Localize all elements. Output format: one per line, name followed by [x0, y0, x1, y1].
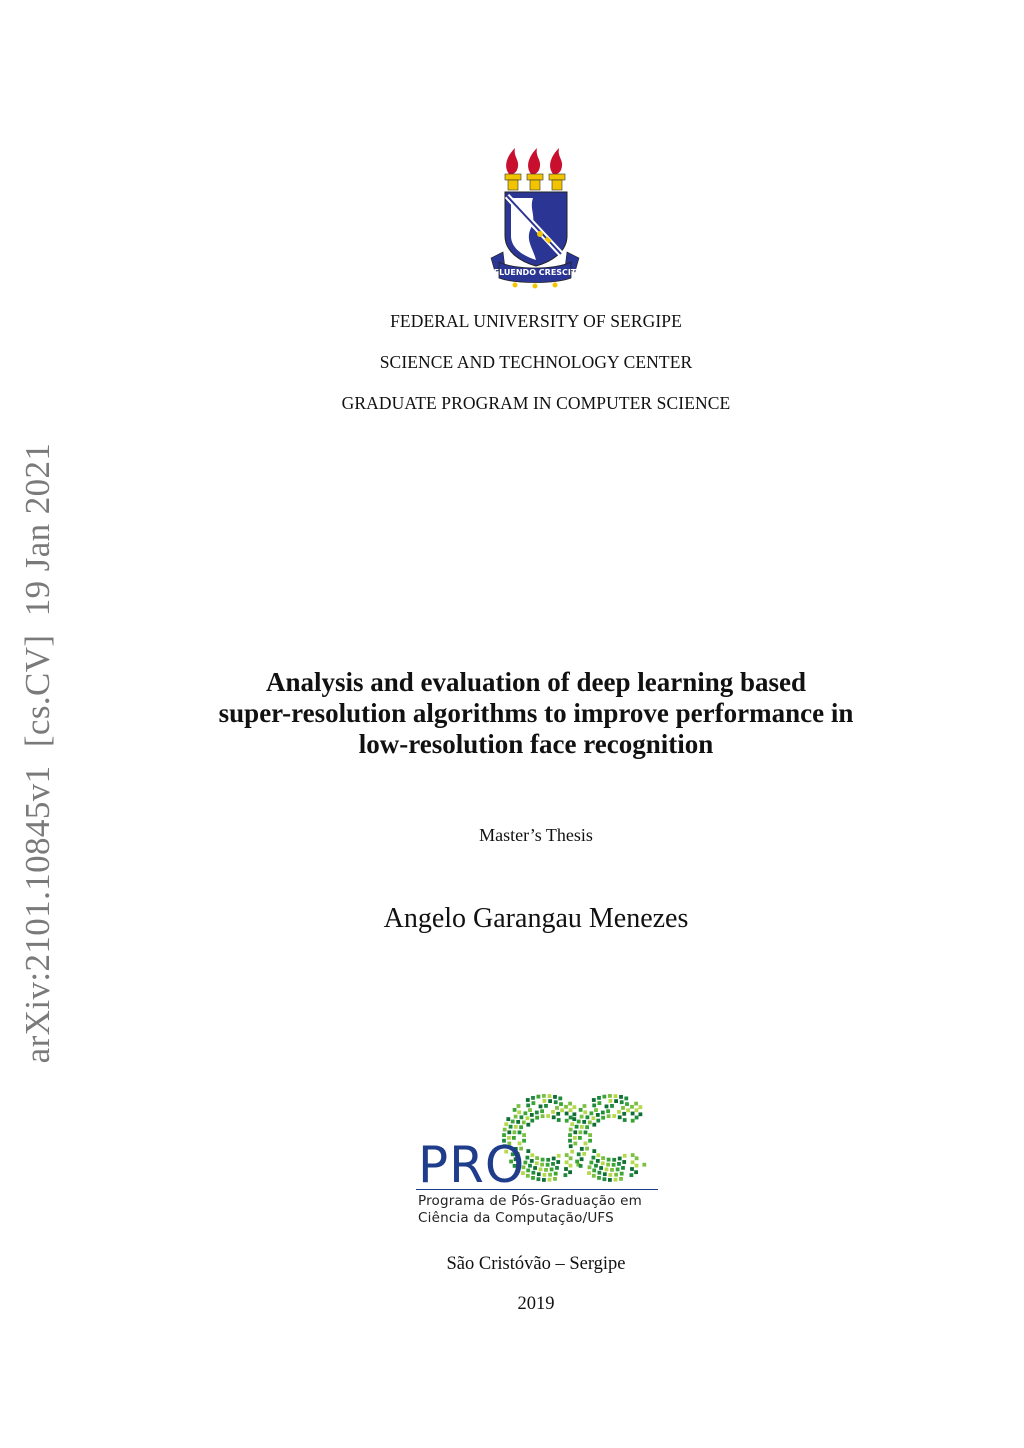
logo-tile — [601, 1116, 605, 1120]
author-name: Angelo Garangau Menezes — [383, 903, 689, 934]
logo-tile — [575, 1125, 579, 1129]
logo-tile — [526, 1116, 530, 1120]
logo-tile — [543, 1173, 547, 1177]
logo-tile — [568, 1170, 572, 1174]
logo-tile — [610, 1104, 614, 1108]
logo-tile — [555, 1166, 559, 1170]
logo-tile — [548, 1099, 552, 1103]
logo-tile — [557, 1154, 561, 1158]
location: São Cristóvão – Sergipe — [446, 1254, 626, 1274]
logo-tile — [592, 1149, 596, 1153]
logo-tile — [586, 1115, 590, 1119]
logo-tile — [569, 1108, 573, 1112]
logo-tile — [635, 1156, 639, 1160]
logo-tile — [522, 1121, 526, 1125]
logo-tile — [524, 1111, 528, 1115]
logo-tile — [618, 1115, 622, 1119]
logo-tile — [504, 1122, 508, 1126]
logo-tile — [620, 1100, 624, 1104]
logo-tile — [573, 1130, 577, 1134]
logo-tile — [551, 1110, 555, 1114]
crest-motto: FLUENDO CRESCIT — [493, 268, 577, 277]
logo-tile — [639, 1105, 643, 1109]
logo-tile — [550, 1168, 554, 1172]
logo-tile — [634, 1170, 638, 1174]
logo-tile — [543, 1099, 547, 1103]
logo-tile — [598, 1171, 602, 1175]
logo-tile — [548, 1094, 552, 1098]
logo-tile — [526, 1104, 530, 1108]
logo-tile — [552, 1115, 556, 1119]
logo-tile — [541, 1114, 545, 1118]
logo-tile — [580, 1147, 584, 1151]
logo-tile — [590, 1161, 594, 1165]
logo-tile — [596, 1119, 600, 1123]
logo-tile — [614, 1173, 618, 1177]
logo-tile — [583, 1110, 587, 1114]
logo-tile — [542, 1178, 546, 1182]
logo-tile — [570, 1150, 574, 1154]
logo-tile — [608, 1094, 612, 1098]
logo-tile — [564, 1105, 568, 1109]
logo-tile — [583, 1104, 587, 1108]
logo-tile — [526, 1123, 530, 1127]
logo-tile — [605, 1168, 609, 1172]
logo-tile — [565, 1119, 569, 1123]
logo-tile — [619, 1177, 623, 1181]
title-line-1: Analysis and evaluation of deep learning based — [265, 667, 807, 697]
logo-tile — [585, 1147, 589, 1151]
logo-tile — [614, 1094, 618, 1098]
logo-tile — [599, 1166, 603, 1170]
logo-tile — [590, 1111, 594, 1115]
logo-tile — [526, 1169, 530, 1173]
logo-tile — [514, 1115, 518, 1119]
logo-tile — [635, 1116, 639, 1120]
logo-tile — [601, 1156, 605, 1160]
logo-tile — [548, 1173, 552, 1177]
logo-tile — [514, 1125, 518, 1129]
logo-tile — [592, 1123, 596, 1127]
logo-tile — [588, 1133, 592, 1137]
logo-tile — [603, 1177, 607, 1181]
logo-tile — [608, 1178, 612, 1182]
logo-tile — [619, 1095, 623, 1099]
logo-tile — [516, 1120, 520, 1124]
logo-tile — [601, 1111, 605, 1115]
logo-tile — [588, 1165, 592, 1169]
logo-tile — [584, 1131, 588, 1135]
logo-tile — [535, 1161, 539, 1165]
logo-tile — [597, 1176, 601, 1180]
logo-tile — [554, 1100, 558, 1104]
logo-tile — [530, 1153, 534, 1157]
program-name: GRADUATE PROGRAM IN COMPUTER SCIENCE — [341, 393, 731, 413]
logo-tile — [517, 1110, 521, 1114]
logo-tile — [609, 1173, 613, 1177]
logo-tile — [592, 1169, 596, 1173]
logo-tile — [546, 1163, 550, 1167]
logo-tile — [569, 1116, 573, 1120]
logo-tile — [596, 1159, 600, 1163]
logo-tile — [630, 1167, 634, 1171]
logo-tile — [540, 1109, 544, 1113]
logo-tile — [577, 1152, 581, 1156]
logo-tile — [614, 1178, 618, 1182]
logo-tile — [630, 1105, 634, 1109]
logo-tile — [573, 1142, 577, 1146]
logo-tile — [607, 1114, 611, 1118]
logo-tile — [596, 1153, 600, 1157]
logo-tile — [533, 1166, 537, 1170]
logo-tile — [532, 1171, 536, 1175]
logo-tile — [559, 1102, 563, 1106]
logo-tile — [537, 1095, 541, 1099]
torch-left — [505, 148, 521, 190]
logo-tile — [582, 1120, 586, 1124]
logo-tile — [579, 1164, 583, 1168]
logo-tile — [612, 1158, 616, 1162]
logo-tile — [631, 1153, 635, 1157]
logo-tile — [539, 1168, 543, 1172]
procc-logo — [414, 1090, 664, 1230]
logo-tile — [535, 1116, 539, 1120]
logo-tile — [564, 1167, 568, 1171]
center-name: SCIENCE AND TECHNOLOGY CENTER — [379, 352, 693, 372]
logo-tile — [535, 1111, 539, 1115]
logo-tile — [572, 1117, 576, 1121]
logo-tile — [537, 1172, 541, 1176]
logo-tile — [569, 1128, 573, 1132]
logo-tile — [568, 1133, 572, 1137]
logo-tile — [517, 1104, 521, 1108]
logo-tile — [617, 1110, 621, 1114]
logo-tile — [597, 1096, 601, 1100]
logo-tile — [631, 1119, 635, 1123]
logo-tile — [565, 1153, 569, 1157]
logo-tile — [605, 1105, 609, 1109]
logo-tile — [594, 1164, 598, 1168]
logo-tile — [594, 1108, 598, 1112]
procc-line-1: Programa de Pós-Graduação em — [418, 1193, 642, 1209]
logo-tile — [617, 1162, 621, 1166]
logo-tile — [620, 1172, 624, 1176]
logo-tile — [622, 1160, 626, 1164]
logo-tile — [635, 1108, 639, 1112]
logo-tile — [618, 1157, 622, 1161]
logo-tile — [623, 1118, 627, 1122]
logo-tile — [631, 1112, 635, 1116]
procc-acronym: PRO — [418, 1136, 526, 1190]
logo-tile — [624, 1097, 628, 1101]
logo-tile — [580, 1157, 584, 1161]
logo-tile — [569, 1144, 573, 1148]
logo-tile — [539, 1105, 543, 1109]
logo-tile — [612, 1114, 616, 1118]
logo-tile — [603, 1095, 607, 1099]
logo-tile — [503, 1128, 507, 1132]
logo-tile — [519, 1125, 523, 1129]
logo-tile — [518, 1131, 522, 1135]
logo-tile — [607, 1158, 611, 1162]
logo-tile — [548, 1178, 552, 1182]
logo-tile — [626, 1108, 630, 1112]
logo-tile — [631, 1160, 635, 1164]
logo-tile — [625, 1102, 629, 1106]
document-type: Master’s Thesis — [479, 825, 593, 845]
logo-tile — [614, 1099, 618, 1103]
logo-tile — [621, 1106, 625, 1110]
logo-tile — [575, 1160, 579, 1164]
logo-tile — [557, 1118, 561, 1122]
logo-tile — [573, 1112, 577, 1116]
torch-middle — [527, 148, 543, 190]
logo-tile — [526, 1098, 530, 1102]
logo-tile — [530, 1159, 534, 1163]
logo-tile — [592, 1098, 596, 1102]
logo-tile — [537, 1177, 541, 1181]
logo-tile — [528, 1164, 532, 1168]
logo-tile — [639, 1112, 643, 1116]
logo-tile — [635, 1164, 639, 1168]
logo-tile — [568, 1139, 572, 1143]
year: 2019 — [517, 1294, 555, 1314]
logo-tile — [577, 1120, 581, 1124]
logo-tile — [511, 1120, 515, 1124]
logo-tile — [531, 1096, 535, 1100]
logo-tile — [513, 1108, 517, 1112]
logo-tile — [535, 1156, 539, 1160]
logo-tile — [544, 1104, 548, 1108]
logo-tile — [530, 1119, 534, 1123]
thesis-title — [0, 667, 1024, 760]
logo-tile — [541, 1158, 545, 1162]
arxiv-stamp-text: arXiv:2101.10845v1 [cs.CV] 19 Jan 2021 — [18, 442, 57, 1064]
logo-tile — [546, 1114, 550, 1118]
logo-tile — [546, 1158, 550, 1162]
logo-tile — [603, 1172, 607, 1176]
logo-tile — [580, 1115, 584, 1119]
logo-tile — [585, 1125, 589, 1129]
title-line-3: low-resolution face recognition — [358, 729, 714, 759]
logo-tile — [558, 1097, 562, 1101]
logo-tile — [570, 1122, 574, 1126]
logo-tile — [588, 1139, 592, 1143]
logo-tile — [513, 1130, 517, 1134]
logo-tile — [555, 1106, 559, 1110]
logo-tile — [606, 1163, 610, 1167]
logo-tile — [528, 1108, 532, 1112]
crest-icon — [485, 144, 585, 290]
logo-tile — [592, 1104, 596, 1108]
logo-tile — [542, 1094, 546, 1098]
university-crest — [485, 144, 585, 290]
logo-tile — [630, 1173, 634, 1177]
logo-tile — [601, 1161, 605, 1165]
title-line-2: super-resolution algorithms to improve performance in — [218, 698, 854, 728]
logo-tile — [592, 1156, 596, 1160]
logo-tile — [598, 1101, 602, 1105]
logo-tile — [573, 1136, 577, 1140]
logo-tile — [507, 1130, 511, 1134]
logo-tile — [554, 1172, 558, 1176]
logo-tile — [526, 1156, 530, 1160]
logo-tile — [573, 1105, 577, 1109]
logo-tile — [564, 1173, 568, 1177]
logo-tile — [621, 1166, 625, 1170]
logo-tile — [509, 1125, 513, 1129]
logo-tile — [551, 1162, 555, 1166]
logo-tile — [642, 1163, 646, 1167]
logo-tile — [616, 1168, 620, 1172]
logo-tile — [592, 1116, 596, 1120]
logo-tile — [526, 1149, 530, 1153]
logo-tile — [506, 1117, 510, 1121]
logo-tile — [582, 1152, 586, 1156]
logo-tile — [520, 1115, 524, 1119]
logo-tile — [587, 1171, 591, 1175]
logo-tile — [579, 1108, 583, 1112]
logo-tile — [560, 1108, 564, 1112]
logo-tile — [556, 1160, 560, 1164]
logo-tile — [588, 1121, 592, 1125]
logo-tile — [565, 1160, 569, 1164]
logo-tile — [584, 1142, 588, 1146]
logo-tile — [553, 1095, 557, 1099]
torch-right — [549, 148, 565, 190]
procc-line-2: Ciência da Computação/UFS — [418, 1210, 614, 1226]
logo-tile — [634, 1102, 638, 1106]
logo-tile — [610, 1168, 614, 1172]
procc-mark-icon — [414, 1090, 664, 1190]
logo-tile — [579, 1130, 583, 1134]
logo-tile — [580, 1125, 584, 1129]
logo-tile — [532, 1101, 536, 1105]
logo-tile — [592, 1174, 596, 1178]
logo-tile — [552, 1157, 556, 1161]
logo-tile — [612, 1163, 616, 1167]
logo-tile — [553, 1177, 557, 1181]
logo-tile — [578, 1136, 582, 1140]
logo-tile — [530, 1113, 534, 1117]
logo-tile — [568, 1102, 572, 1106]
logo-tile — [623, 1154, 627, 1158]
logo-tile — [596, 1113, 600, 1117]
logo-tile — [622, 1112, 626, 1116]
institution-name: FEDERAL UNIVERSITY OF SERGIPE — [390, 311, 682, 331]
logo-tile — [569, 1156, 573, 1160]
logo-tile — [540, 1163, 544, 1167]
logo-tile — [569, 1164, 573, 1168]
logo-tile — [544, 1168, 548, 1172]
logo-tile — [609, 1099, 613, 1103]
logo-tile — [606, 1109, 610, 1113]
logo-tile — [526, 1174, 530, 1178]
logo-tile — [565, 1112, 569, 1116]
logo-tile — [556, 1112, 560, 1116]
logo-tile — [531, 1176, 535, 1180]
